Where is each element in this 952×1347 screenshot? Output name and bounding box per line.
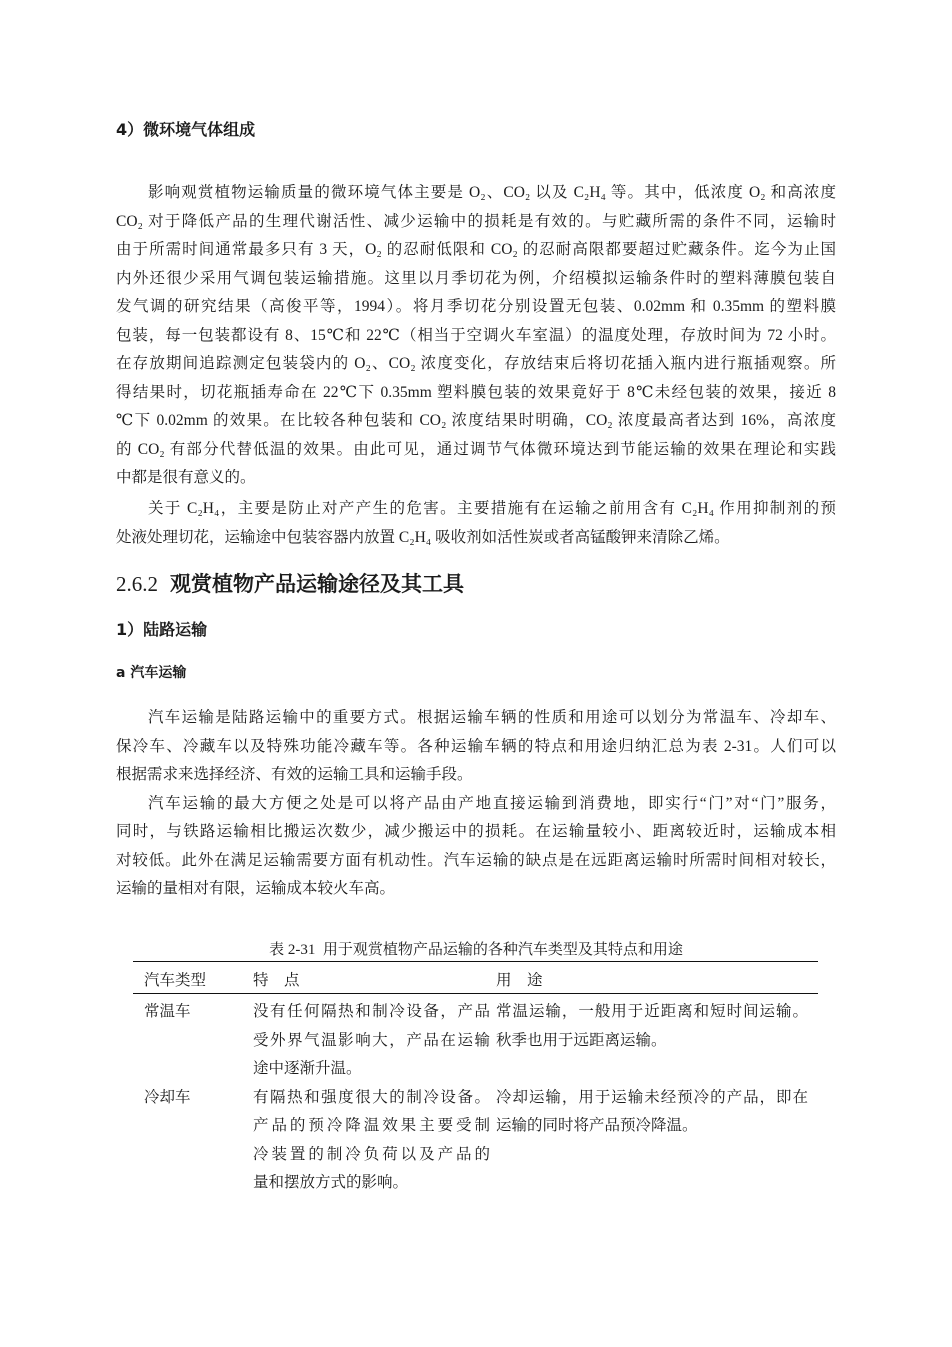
paragraph-truck-types bbox=[116, 704, 836, 790]
paragraph-ethylene bbox=[116, 495, 836, 552]
cell-line: 冷却运输，用于运输未经预冷的产品，即在 bbox=[496, 1088, 808, 1106]
table-cell-uses bbox=[496, 998, 808, 1055]
paragraph-line: 对较低。此外在满足运输需要方面有机动性。汽车运输的缺点是在远距离运输时所需时间相对较长， bbox=[116, 851, 836, 869]
table-header-cell-features: 特 点 bbox=[253, 972, 300, 989]
cell-line: 秋季也用于远距离运输。 bbox=[496, 1031, 667, 1049]
cell-line: 受外界气温影响大，产品在运输 bbox=[253, 1031, 490, 1049]
subsection-heading-micro-environment: 4）微环境气体组成 bbox=[116, 120, 256, 139]
table-cell-type bbox=[144, 1084, 191, 1113]
cell-line: 途中逐渐升温。 bbox=[253, 1060, 362, 1077]
cell-line: 冷装置的制冷负荷以及产品的 bbox=[253, 1145, 490, 1163]
table-cell-features bbox=[253, 998, 490, 1084]
paragraph-line: 同时，与铁路运输相比搬运次数少，减少搬运中的损耗。在运输量较小、距离较近时，运输成本相 bbox=[116, 823, 836, 840]
cell-line: 冷却车 bbox=[144, 1088, 191, 1106]
cell-line: 产品的预冷降温效果主要受制 bbox=[253, 1117, 490, 1134]
cell-line: 没有任何隔热和制冷设备，产品 bbox=[253, 1003, 490, 1020]
cell-line: 常温车 bbox=[144, 1003, 191, 1020]
cell-line: 量和摆放方式的影响。 bbox=[253, 1174, 409, 1191]
paragraph-line: 关于 C₂H₄，主要是防止对产产生的危害。主要措施有在运输之前用含有 C₂H₄ 作用抑制剂的预 bbox=[148, 500, 836, 517]
subsection-heading-land-transport: 1）陆路运输 bbox=[116, 620, 208, 639]
table-cell-type bbox=[144, 998, 191, 1027]
cell-line: 有隔热和强度很大的制冷设备。 bbox=[253, 1088, 490, 1106]
paragraph-line: 保冷车、冷藏车以及特殊功能冷藏车等。各种运输车辆的特点和用途归纳汇总为表 2-31。人们可以 bbox=[116, 737, 836, 755]
paragraph-line: 由于所需时间通常最多只有 3 天，O₂ 的忍耐低限和 CO₂ 的忍耐高限都要超过贮藏条件。迄今为止国 bbox=[116, 241, 836, 258]
paragraph-gas-composition bbox=[116, 179, 836, 493]
paragraph-line: 发气调的研究结果（高俊平等，1994）。将月季切花分别设置无包装、0.02mm 和 0.35mm 的塑料膜 bbox=[116, 298, 836, 315]
paragraph-line: 包装，每一包装都设有 8、15℃和 22℃（相当于空调火车室温）的温度处理，存放时间为 72 小时。 bbox=[116, 326, 836, 344]
table-cell-features bbox=[253, 1084, 490, 1198]
paragraph-line: 的 CO₂ 有部分代替低温的效果。由此可见，通过调节气体微环境达到节能运输的效果在理论和实践 bbox=[116, 440, 836, 458]
table-cell-uses bbox=[496, 1084, 808, 1141]
paragraph-line: 汽车运输的最大方便之处是可以将产品由产地直接运输到消费地，即实行“门”对“门”服务， bbox=[148, 794, 836, 812]
paragraph-line: 处液处理切花，运输途中包装容器内放置 C₂H₄ 吸收剂如活性炭或者高锰酸钾来清除乙烯。 bbox=[116, 528, 730, 546]
section-number: 2.6.2 bbox=[116, 572, 158, 596]
paragraph-line: 影响观赏植物运输质量的微环境气体主要是 O₂、CO₂ 以及 C₂H₄ 等。其中，低浓度 O₂ 和高浓度 bbox=[148, 184, 836, 201]
section-title: 观赏植物产品运输途径及其工具 bbox=[170, 572, 464, 596]
paragraph-line: CO₂ 对于降低产品的生理代谢活性、减少运输中的损耗是有效的。与贮藏所需的条件不同，运输时 bbox=[116, 212, 836, 230]
paragraph-line: ℃下 0.02mm 的效果。在比较各种包装和 CO₂ 浓度结果时明确，CO₂ 浓度最高者达到 16%，高浓度 bbox=[116, 412, 836, 429]
cell-line: 常温运输，一般用于近距离和短时间运输。 bbox=[496, 1003, 808, 1020]
cell-line: 运输的同时将产品预冷降温。 bbox=[496, 1117, 698, 1134]
paragraph-line: 运输的量相对有限，运输成本较火车高。 bbox=[116, 880, 396, 897]
paragraph-line: 内外还很少采用气调包装运输措施。这里以月季切花为例，介绍模拟运输条件时的塑料薄膜包装自 bbox=[116, 269, 836, 287]
vehicle-types-table bbox=[133, 961, 818, 1221]
paragraph-line: 中都是很有意义的。 bbox=[116, 469, 256, 486]
paragraph-line: 汽车运输是陆路运输中的重要方式。根据运输车辆的性质和用途可以划分为常温车、冷却车、 bbox=[148, 709, 836, 726]
section-heading bbox=[116, 569, 464, 599]
table-header-cell-uses: 用 途 bbox=[496, 972, 543, 989]
table-caption: 表 2-31 用于观赏植物产品运输的各种汽车类型及其特点和用途 bbox=[269, 942, 683, 958]
table-top-rule bbox=[133, 961, 818, 962]
paragraph-line: 得结果时，切花瓶插寿命在 22℃下 0.35mm 塑料膜包装的效果竟好于 8℃未经包装的效果，接近 8 bbox=[116, 383, 836, 401]
paragraph-line: 根据需求来选择经济、有效的运输工具和运输手段。 bbox=[116, 766, 473, 783]
paragraph-line: 在存放期间追踪测定包装袋内的 O₂、CO₂ 浓度变化，存放结束后将切花插入瓶内进行瓶插观察。所 bbox=[116, 355, 836, 372]
table-header-rule bbox=[133, 993, 818, 994]
paragraph-truck-advantages bbox=[116, 790, 836, 904]
subsubsection-heading-truck-transport: a 汽车运输 bbox=[116, 665, 187, 681]
table-header-cell-type: 汽车类型 bbox=[144, 972, 207, 989]
